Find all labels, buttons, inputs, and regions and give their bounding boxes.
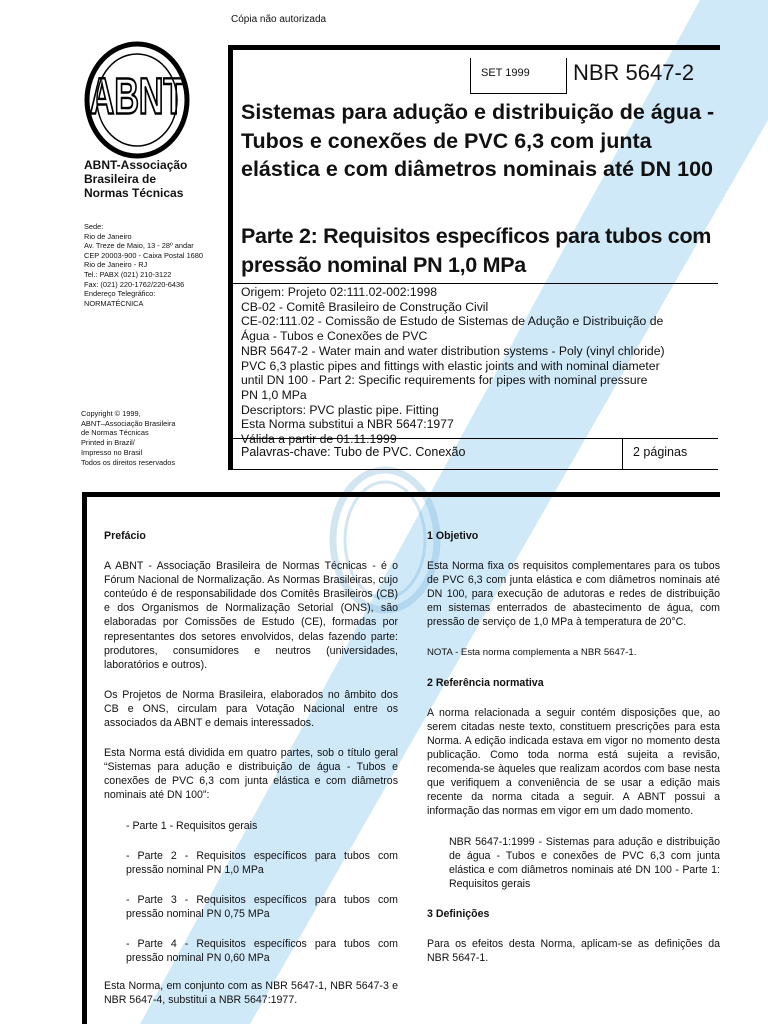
meta-line: Origem: Projeto 02:111.02-002:1998	[241, 285, 438, 299]
page-count: 2 páginas	[633, 445, 688, 459]
right-column	[427, 529, 720, 965]
list-item: - Parte 4 - Requisitos específicos para tubos com pressão nominal PN 0,60 MPa	[126, 937, 398, 965]
meta-line: Água - Tubos e Conexões de PVC	[241, 329, 428, 344]
list-item: - Parte 2 - Requisitos específicos para tubos com pressão nominal PN 1,0 MPa	[126, 849, 398, 876]
section-heading-definicoes: 3 Definições	[427, 907, 490, 920]
list-item: - Parte 3 - Requisitos específicos para tubos com pressão nominal PN 0,75 MPa	[126, 893, 398, 920]
keywords: Palavras-chave: Tubo de PVC. Conexão	[241, 445, 466, 459]
meta-line: Descriptors: PVC plastic pipe. Fitting	[241, 402, 439, 417]
keywords-bottom-rule	[233, 469, 718, 470]
section-heading-objetivo: 1 Objetivo	[427, 530, 479, 542]
header-left-rule	[228, 45, 233, 470]
list-item: - Parte 1 - Requisitos gerais	[126, 819, 258, 832]
meta-line: CB-02 - Comitê Brasileiro de Construção Civil	[241, 299, 489, 314]
paragraph: Para os efeitos desta Norma, aplicam-se as definições da NBR 5647-1.	[427, 937, 720, 965]
paragraph: Esta Norma fixa os requisitos complementares para os tubos de PVC 6,3 com junta elástica e com diâmetros nominais até DN 100, para execução de adutoras e redes de distribuição em sistemas enterrados de abastecimento de água, com pressão de serviço de 1,0 MPa à temperatura de 20°C.	[427, 560, 720, 629]
date-left-divider	[470, 58, 471, 94]
headquarters-address: Sede: Rio de Janeiro Av. Treze de Maio, 13 - 28º andar CEP 20003-900 - Caixa Postal 1680 Rio de Janeiro - RJ Tel.: PABX (021) 210-3122 Fax: (021) 220-1762/220-6436 Endereço Telegráfico: NORMATÉCNICA	[84, 222, 204, 308]
standard-code: NBR 5647-2	[573, 60, 695, 85]
copyright-notice: Copyright © 1999, ABNT–Associação Brasileira de Normas Técnicas Printed in Brazil/ Impresso no Brasil Todos os direitos reservados	[81, 409, 176, 467]
paragraph: Esta Norma está dividida em quatro partes, sob o título geral “Sistemas para adução e distribuição de água - Tubos e conexões de PVC 6,3 com junta elástica e com diâmetros nominais até DN 100”:	[104, 747, 398, 802]
document-subtitle: Parte 2: Requisitos específicos para tubos com pressão nominal PN 1,0 MPa	[241, 224, 712, 277]
section-heading-referencia: 2 Referência normativa	[427, 676, 544, 689]
paragraph: A norma relacionada a seguir contém disposições que, ao serem citadas neste texto, constituem prescrições para esta Norma. A edição indicada estava em vigor no momento desta publicação. Como toda norma está sujeita a revisão, recomenda-se àqueles que realizam acordos com base nesta que verifiquem a conveniência de se usar a edição mais recente da norma citada a seguir. A ABNT possui a informação das normas em vigor em um dado momento.	[427, 706, 720, 818]
meta-line: PN 1,0 MPa	[241, 387, 307, 402]
meta-line: PVC 6,3 plastic pipes and fittings with elastic joints and with nominal diameter	[241, 358, 660, 373]
meta-line: NBR 5647-2 - Water main and water distribution systems - Poly (vinyl chloride)	[241, 343, 665, 358]
document-title: Sistemas para adução e distribuição de água - Tubos e conexões de PVC 6,3 com junta elástica e com diâmetros nominais até DN 100	[241, 100, 715, 181]
left-column	[104, 529, 398, 1007]
paragraph: Esta Norma, em conjunto com as NBR 5647-1, NBR 5647-3 e NBR 5647-4, substitui a NBR 5647:1977.	[104, 980, 398, 1007]
abnt-logo	[82, 40, 192, 160]
paragraph: A ABNT - Associação Brasileira de Normas Técnicas - é o Fórum Nacional de Normalização. As Normas Brasileiras, cujo conteúdo é de responsabilidade dos Comitês Brasileiros (CB) e dos Organismos de Normalização Setorial (ONS), são elaboradas por Comissões de Estudo (CE), formadas por representantes dos setores envolvidos, delas fazendo parte: produtores, consumidores e neutros (universidades, laboratórios e outros).	[104, 560, 398, 671]
meta-line: Válida a partir de 01.11.1999	[241, 432, 397, 447]
document-metadata	[241, 285, 716, 447]
normative-reference: NBR 5647-1:1999 - Sistemas para adução e distribuição de água - Tubos e conexões de PVC 6,3 com junta elástica e com diâmetros nominais até DN 100 - Parte 1: Requisitos gerais	[449, 835, 720, 890]
paragraph: Os Projetos de Norma Brasileira, elaborados no âmbito dos CB e ONS, circulam para Votação Nacional entre os associados da ABNT e demais interessados.	[104, 688, 398, 730]
code-divider	[566, 58, 567, 94]
organization-name: ABNT-Associação Brasileira de Normas Técnicas	[84, 158, 188, 200]
copy-notice: Cópia não autorizada	[231, 14, 327, 25]
meta-line: until DN 100 - Part 2: Specific requirements for pipes with nominal pressure	[241, 373, 648, 388]
publication-date: SET 1999	[481, 67, 530, 79]
meta-line: CE-02:111.02 - Comissão de Estudo de Sistemas de Adução e Distribuição de	[241, 314, 664, 329]
body-left-rule	[82, 492, 87, 1024]
meta-line: Esta Norma substitui a NBR 5647:1977	[241, 417, 454, 432]
header-top-rule	[228, 45, 720, 50]
note: NOTA - Esta norma complementa a NBR 5647-1.	[427, 646, 637, 658]
section-heading-prefacio: Prefácio	[104, 530, 146, 542]
body-top-rule	[82, 492, 720, 497]
date-bottom-rule	[470, 93, 566, 94]
logo-text: ABNT	[89, 68, 185, 126]
title-bottom-rule	[233, 283, 718, 284]
